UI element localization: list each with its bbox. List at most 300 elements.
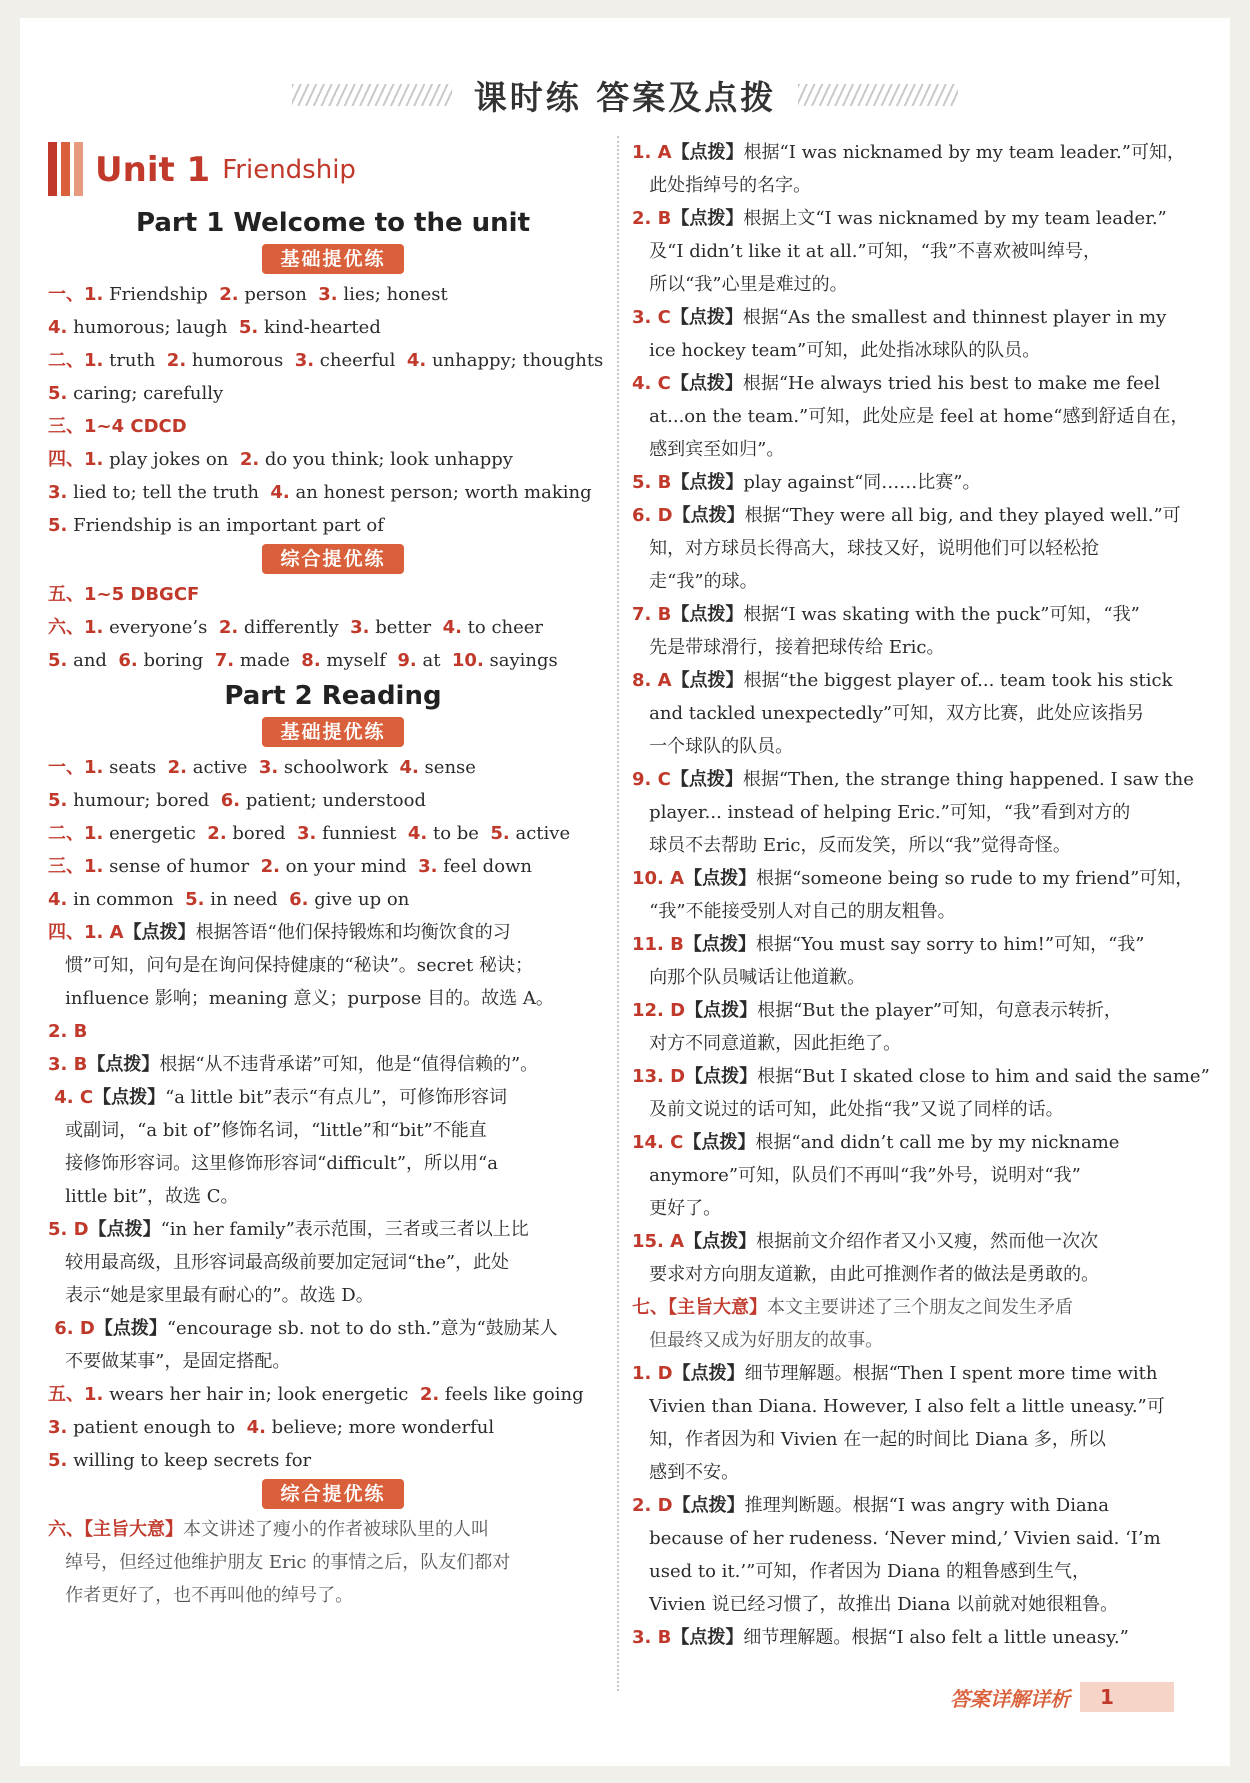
section-index: 一、	[48, 757, 84, 778]
answer-key: 1~5 DBGCF	[84, 584, 200, 605]
answer-line	[632, 1522, 1204, 1555]
answer-key: 4.	[399, 757, 419, 778]
answer-text: ice hockey team”可知，此处指冰球队的队员。	[632, 340, 1041, 361]
answer-text: Friendship	[103, 284, 220, 305]
answer-line	[632, 895, 1204, 928]
answer-line	[632, 1291, 1204, 1324]
answer-line	[48, 1312, 618, 1345]
answer-key: 14. C	[632, 1132, 684, 1153]
hint-tag: 【点拨】	[670, 373, 743, 394]
right-content	[632, 136, 1210, 1654]
answer-text: 此处指绰号的名字。	[632, 175, 812, 196]
answer-text: 惯”可知，问句是在询问保持健康的“秘诀”。secret 秘诀；	[48, 955, 533, 976]
answer-key: 6.	[289, 889, 309, 910]
answer-key: 6.	[220, 790, 241, 811]
answer-text: 本文讲述了瘦小的作者被球队里的人叫	[183, 1519, 489, 1540]
answer-text: 不要做某事”，是固定搭配。	[48, 1351, 291, 1372]
answer-text: an honest person; worth making	[289, 482, 592, 503]
answer-key: 3.	[418, 856, 438, 877]
answer-line	[632, 763, 1204, 796]
answer-key: 4.	[48, 889, 68, 910]
answer-line	[48, 1114, 618, 1147]
hint-tag: 【点拨】	[94, 1318, 167, 1339]
answer-text: lies; honest	[337, 284, 448, 305]
answer-line	[632, 499, 1204, 532]
right-column	[632, 136, 1210, 1654]
answer-line	[632, 961, 1204, 994]
answer-line	[632, 730, 1204, 763]
left-column	[48, 136, 618, 1612]
answer-key: 3.	[48, 482, 68, 503]
answer-key: 2.	[166, 350, 187, 371]
answer-text: 要求对方向朋友道歉，由此可推测作者的做法是勇敢的。	[632, 1264, 1100, 1285]
answer-text: anymore”可知，队员们不再叫“我”外号，说明对“我”	[632, 1165, 1081, 1186]
answer-text: “in her family”表示范围，三者或三者以上比	[160, 1219, 529, 1240]
page-title: 课时练 答案及点拨	[473, 77, 777, 117]
answer-text: boring	[137, 650, 215, 671]
answer-line	[632, 136, 1204, 169]
answer-key: 4.	[48, 317, 68, 338]
hint-tag: 【点拨】	[672, 1495, 745, 1516]
answer-key: 8.	[301, 650, 321, 671]
answer-text: play against“同……比赛”。	[743, 472, 981, 493]
header-decoration-right	[798, 84, 958, 106]
answer-key: 9.	[397, 650, 417, 671]
answer-key: 9. C	[632, 769, 671, 790]
hint-tag: 【点拨】	[672, 505, 745, 526]
answer-key: 4. C	[632, 373, 671, 394]
hint-tag: 【点拨】	[670, 769, 743, 790]
left-content	[48, 204, 618, 1612]
answer-line	[632, 1324, 1204, 1357]
answer-line	[48, 377, 618, 410]
answer-text: myself	[320, 650, 398, 671]
section-banner	[48, 717, 618, 751]
answer-key: 1~4 CDCD	[84, 416, 187, 437]
answer-text: differently	[238, 617, 351, 638]
answer-text: person	[238, 284, 319, 305]
answer-key: 7. B	[632, 604, 672, 625]
answer-key: 8. A	[632, 670, 672, 691]
answer-text: sense of humor	[103, 856, 261, 877]
answer-key: 13. D	[632, 1066, 686, 1087]
answer-text: 根据“the biggest player of... team took his stick	[743, 670, 1173, 691]
answer-text: 根据答语“他们保持锻炼和均衡饮食的习	[195, 922, 511, 943]
answer-key: 1.	[84, 757, 104, 778]
answer-line	[632, 400, 1204, 433]
answer-line	[632, 202, 1204, 235]
section-index: 三、	[48, 416, 84, 437]
answer-text: used to it.’”可知，作者因为 Diana 的粗鲁感到生气，	[632, 1561, 1091, 1582]
answer-key: 12. D	[632, 1000, 686, 1021]
answer-line	[48, 1081, 618, 1114]
part-heading: Part 2 Reading	[224, 681, 442, 711]
answer-text: and	[67, 650, 119, 671]
answer-line	[48, 443, 618, 476]
unit-bar	[48, 142, 57, 196]
answer-text: 或副词，“a bit of”修饰名词，“little”和“bit”不能直	[48, 1120, 487, 1141]
answer-line	[48, 1015, 618, 1048]
answer-key: 3. C	[632, 307, 671, 328]
answer-line	[632, 598, 1204, 631]
answer-text: cheerful	[314, 350, 407, 371]
hint-tag: 【点拨】	[93, 1087, 166, 1108]
answer-key: 15. A	[632, 1231, 685, 1252]
answer-line	[48, 1279, 618, 1312]
answer-line	[48, 278, 618, 311]
answer-line	[48, 1411, 618, 1444]
answer-text: bored	[226, 823, 297, 844]
answer-text: truth	[103, 350, 167, 371]
answer-text: give up on	[308, 889, 410, 910]
answer-text: Friendship is an important part of	[67, 515, 384, 536]
answer-line	[48, 1579, 618, 1612]
answer-text: 根据“I was skating with the puck”可知，“我”	[743, 604, 1140, 625]
answer-key: 4. C	[48, 1087, 94, 1108]
answer-key: 11. B	[632, 934, 684, 955]
answer-text: patient; understood	[240, 790, 427, 811]
answer-key: 3.	[294, 350, 315, 371]
answer-key: 10.	[451, 650, 484, 671]
answer-text: willing to keep secrets for	[67, 1450, 312, 1471]
answer-line	[632, 235, 1204, 268]
answer-text: better	[369, 617, 443, 638]
section-banner-label: 基础提优练	[262, 244, 403, 274]
answer-line	[632, 1555, 1204, 1588]
page-header	[20, 60, 1230, 130]
section-banner-label: 综合提优练	[262, 544, 403, 574]
answer-text: schoolwork	[278, 757, 400, 778]
answer-text: because of her rudeness. ‘Never mind,’ Vivien said. ‘I’m	[632, 1528, 1161, 1549]
page-number: 1	[1080, 1682, 1174, 1712]
answer-line	[48, 982, 618, 1015]
answer-text: 作者更好了，也不再叫他的绰号了。	[48, 1585, 354, 1606]
answer-text: lied to; tell the truth	[67, 482, 271, 503]
header-decoration-left	[292, 84, 452, 106]
answer-text: player... instead of helping Eric.”可知，“我”看到对方的	[632, 802, 1131, 823]
answer-line	[632, 334, 1204, 367]
answer-text: 根据“I was nicknamed by my team leader.”可知，	[743, 142, 1185, 163]
answer-key: 2. B	[632, 208, 672, 229]
section-banner-label: 综合提优练	[262, 1479, 403, 1509]
answer-text: 向那个队员喊话让他道歉。	[632, 967, 866, 988]
answer-line	[632, 1060, 1210, 1093]
answer-line	[48, 1345, 618, 1378]
answer-key: 6. D	[48, 1318, 95, 1339]
answer-line	[632, 466, 1204, 499]
answer-text: 一个球队的队员。	[632, 736, 794, 757]
answer-text: play jokes on	[103, 449, 240, 470]
answer-line	[632, 433, 1204, 466]
answer-line	[632, 1621, 1204, 1654]
hint-tag: 【点拨】	[88, 1219, 161, 1240]
section-index: 五、	[48, 1384, 84, 1405]
answer-key: 5.	[48, 515, 68, 536]
section-index: 六、	[48, 617, 84, 638]
answer-text: made	[234, 650, 302, 671]
hint-tag: 【点拨】	[683, 934, 756, 955]
answer-text: 根据“But the player”可知，句意表示转折，	[757, 1000, 1122, 1021]
answer-line	[632, 1225, 1204, 1258]
answer-line	[48, 578, 618, 611]
answer-key: 2.	[219, 284, 239, 305]
answer-key: 3. B	[48, 1054, 88, 1075]
unit-name: Friendship	[222, 155, 356, 185]
answer-text: 表示“她是家里最有耐心的”。故选 D。	[48, 1285, 374, 1306]
answer-text: at...on the team.”可知，此处应是 feel at home“感到舒适自在，	[632, 406, 1189, 427]
answer-line	[632, 565, 1204, 598]
answer-line	[48, 850, 618, 883]
answer-key: 5.	[48, 1450, 68, 1471]
answer-text: 根据“and didn’t call me by my nickname	[755, 1132, 1120, 1153]
answer-text: 细节理解题。根据“Then I spent more time with	[744, 1363, 1158, 1384]
answer-line	[632, 994, 1204, 1027]
answer-text: sense	[418, 757, 476, 778]
answer-key: 2.	[419, 1384, 440, 1405]
hint-tag: 【点拨】	[672, 1363, 745, 1384]
answer-line	[632, 1258, 1204, 1291]
answer-line	[632, 1456, 1204, 1489]
answer-key: 4.	[407, 823, 428, 844]
answer-text: 但最终又成为好朋友的故事。	[632, 1330, 884, 1351]
answer-text: “a little bit”表示“有点儿”，可修饰形容词	[165, 1087, 507, 1108]
answer-text: 根据“But I skated close to him and said the same”	[757, 1066, 1210, 1087]
answer-line	[632, 829, 1204, 862]
answer-text: seats	[103, 757, 168, 778]
answer-key: 7.	[214, 650, 235, 671]
answer-key: 3.	[318, 284, 338, 305]
answer-key: 1. A	[632, 142, 672, 163]
footer-title: 答案详解详析	[950, 1686, 1070, 1711]
answer-line	[48, 784, 618, 817]
hint-tag: 【点拨】	[123, 922, 196, 943]
answer-text: feel down	[437, 856, 533, 877]
answer-text: 及前文说过的话可知，此处指“我”又说了同样的话。	[632, 1099, 1064, 1120]
answer-key: 3.	[350, 617, 370, 638]
answer-text: 所以“我”心里是难过的。	[632, 274, 848, 295]
hint-tag: 【点拨】	[670, 307, 743, 328]
answer-line	[48, 883, 618, 916]
answer-text: energetic	[103, 823, 208, 844]
answer-text: 根据“They were all big, and they played well.”可	[744, 505, 1181, 526]
answer-key: 2. B	[48, 1021, 88, 1042]
page-footer	[950, 1680, 1210, 1714]
answer-text: active	[509, 823, 571, 844]
answer-text: on your mind	[279, 856, 419, 877]
answer-text: unhappy; thoughts	[426, 350, 604, 371]
hint-tag: 【点拨】	[685, 1000, 758, 1021]
answer-text: funniest	[316, 823, 408, 844]
answer-line	[48, 344, 618, 377]
answer-text: 接修饰形容词。这里修饰形容词“difficult”，所以用“a	[48, 1153, 498, 1174]
section-index: 二、	[48, 823, 84, 844]
section-index: 七、【主旨大意】	[632, 1297, 767, 1318]
answer-text: “我”不能接受别人对自己的朋友粗鲁。	[632, 901, 956, 922]
answer-text: 根据“You must say sorry to him!”可知，“我”	[755, 934, 1145, 955]
hint-tag: 【点拨】	[684, 1231, 757, 1252]
answer-text: influence 影响；meaning 意义；purpose 目的。故选 A。	[48, 988, 554, 1009]
answer-line	[48, 644, 618, 677]
unit-number: Unit 1	[95, 150, 211, 190]
answer-text: 感到不安。	[632, 1462, 740, 1483]
answer-line	[632, 268, 1204, 301]
answer-key: 2.	[218, 617, 239, 638]
answer-text: to be	[427, 823, 491, 844]
answer-text: 走“我”的球。	[632, 571, 758, 592]
answer-text: do you think; look unhappy	[259, 449, 513, 470]
unit-bar	[61, 142, 70, 196]
answer-key: 4.	[270, 482, 290, 503]
answer-text: Vivien 说已经习惯了，故推出 Diana 以前就对她很粗鲁。	[632, 1594, 1119, 1615]
section-index: 二、	[48, 350, 84, 371]
section-index: 五、	[48, 584, 84, 605]
answer-line	[632, 796, 1204, 829]
answer-line	[632, 532, 1204, 565]
hint-tag: 【点拨】	[671, 142, 744, 163]
answer-key: 5.	[238, 317, 259, 338]
answer-line	[48, 476, 618, 509]
answer-key: 1.	[84, 617, 104, 638]
answer-text: 及“I didn’t like it at all.”可知，“我”不喜欢被叫绰号，	[632, 241, 1102, 262]
answer-line	[632, 301, 1204, 334]
answer-key: 2. D	[632, 1495, 673, 1516]
section-banner	[48, 1479, 618, 1513]
answer-line	[632, 631, 1204, 664]
answer-text: 感到宾至如归”。	[632, 439, 785, 460]
hint-tag: 【点拨】	[671, 1627, 744, 1648]
answer-line	[632, 1192, 1204, 1225]
answer-text: little bit”，故选 C。	[48, 1186, 239, 1207]
column-divider	[617, 136, 619, 1691]
hint-tag: 【点拨】	[671, 472, 744, 493]
answer-key: 1.	[84, 823, 104, 844]
unit-bars-icon	[48, 142, 83, 196]
answer-text: in need	[204, 889, 290, 910]
answer-key: 1.	[84, 856, 104, 877]
answer-line	[48, 1378, 618, 1411]
answer-line	[48, 1048, 618, 1081]
answer-text: sayings	[483, 650, 558, 671]
hint-tag: 【点拨】	[685, 1066, 758, 1087]
answer-text: “encourage sb. not to do sth.”意为“鼓励某人	[166, 1318, 558, 1339]
answer-key: 2.	[239, 449, 260, 470]
answer-text: caring; carefully	[67, 383, 224, 404]
answer-line	[632, 862, 1204, 895]
answer-key: 3.	[258, 757, 279, 778]
answer-text: 根据“He always tried his best to make me feel	[742, 373, 1161, 394]
answer-text: patient enough to	[67, 1417, 247, 1438]
answer-key: 5.	[490, 823, 510, 844]
hint-tag: 【点拨】	[671, 208, 744, 229]
answer-text: 推理判断题。根据“I was angry with Diana	[744, 1495, 1110, 1516]
answer-line	[48, 611, 618, 644]
answer-line	[632, 1357, 1204, 1390]
section-banner	[48, 544, 618, 578]
answer-line	[632, 1390, 1204, 1423]
answer-line	[48, 949, 618, 982]
answer-line	[48, 751, 618, 784]
hint-tag: 【点拨】	[87, 1054, 160, 1075]
answer-line	[48, 1513, 618, 1546]
answer-key: 4.	[406, 350, 427, 371]
answer-key: 1.	[84, 1384, 104, 1405]
answer-text: in common	[67, 889, 186, 910]
answer-text: 根据“As the smallest and thinnest player in my	[742, 307, 1167, 328]
answer-text: 绰号，但经过他维护朋友 Eric 的事情之后，队友们都对	[48, 1552, 511, 1573]
answer-line	[48, 410, 618, 443]
answer-text: everyone’s	[103, 617, 219, 638]
unit-heading	[48, 136, 618, 196]
answer-text: 球员不去帮助 Eric，反而发笑，所以“我”觉得奇怪。	[632, 835, 1071, 856]
unit-bar	[74, 142, 83, 196]
section-banner	[48, 244, 618, 278]
answer-line	[632, 664, 1204, 697]
answer-text: 知，对方球员长得高大，球技又好，说明他们可以轻松抢	[632, 538, 1100, 559]
answer-line	[48, 916, 618, 949]
part-heading: Part 1 Welcome to the unit	[135, 208, 531, 238]
answer-key: 1. A	[84, 922, 124, 943]
answer-line	[48, 1246, 618, 1279]
answer-key: 6.	[118, 650, 138, 671]
answer-text: humorous	[186, 350, 295, 371]
answer-line	[48, 509, 618, 542]
answer-text: 根据“Then, the strange thing happened. I saw the	[742, 769, 1194, 790]
answer-key: 4.	[246, 1417, 266, 1438]
answer-key: 1.	[84, 350, 104, 371]
answer-line	[632, 1093, 1204, 1126]
answer-line	[48, 1180, 618, 1213]
section-index: 四、	[48, 449, 84, 470]
answer-key: 5. B	[632, 472, 672, 493]
section-index: 六、【主旨大意】	[48, 1519, 183, 1540]
answer-key: 5. D	[48, 1219, 89, 1240]
answer-key: 2.	[207, 823, 227, 844]
answer-key: 5.	[185, 889, 205, 910]
answer-line	[632, 1489, 1204, 1522]
answer-text: wears her hair in; look energetic	[103, 1384, 420, 1405]
answer-text: 根据“从不违背承诺”可知，他是“值得信赖的”。	[159, 1054, 539, 1075]
answer-line	[48, 1147, 618, 1180]
answer-text: 先是带球滑行，接着把球传给 Eric。	[632, 637, 945, 658]
section-banner-label: 基础提优练	[262, 717, 403, 747]
answer-text: Vivien than Diana. However, I also felt a little uneasy.”可	[632, 1396, 1165, 1417]
answer-text: at	[416, 650, 452, 671]
answer-text: 更好了。	[632, 1198, 722, 1219]
hint-tag: 【点拨】	[684, 868, 757, 889]
answer-text: 本文主要讲述了三个朋友之间发生矛盾	[767, 1297, 1073, 1318]
answer-key: 6. D	[632, 505, 673, 526]
answer-line	[48, 817, 618, 850]
answer-text: 根据“someone being so rude to my friend”可知，	[756, 868, 1194, 889]
answer-key: 5.	[48, 790, 68, 811]
answer-line	[632, 367, 1204, 400]
answer-text: humorous; laugh	[67, 317, 239, 338]
answer-line	[632, 1159, 1204, 1192]
answer-key: 3. B	[632, 1627, 672, 1648]
answer-key: 5.	[48, 650, 68, 671]
answer-line	[632, 1027, 1204, 1060]
answer-line	[48, 1444, 618, 1477]
answer-page	[20, 18, 1230, 1766]
answer-text: kind-hearted	[258, 317, 381, 338]
answer-text: 细节理解题。根据“I also felt a little uneasy.”	[743, 1627, 1129, 1648]
answer-key: 4.	[442, 617, 462, 638]
hint-tag: 【点拨】	[671, 670, 744, 691]
answer-line	[632, 697, 1204, 730]
answer-line	[632, 1588, 1204, 1621]
answer-text: 较用最高级，且形容词最高级前要加定冠词“the”，此处	[48, 1252, 510, 1273]
answer-line	[632, 169, 1204, 202]
